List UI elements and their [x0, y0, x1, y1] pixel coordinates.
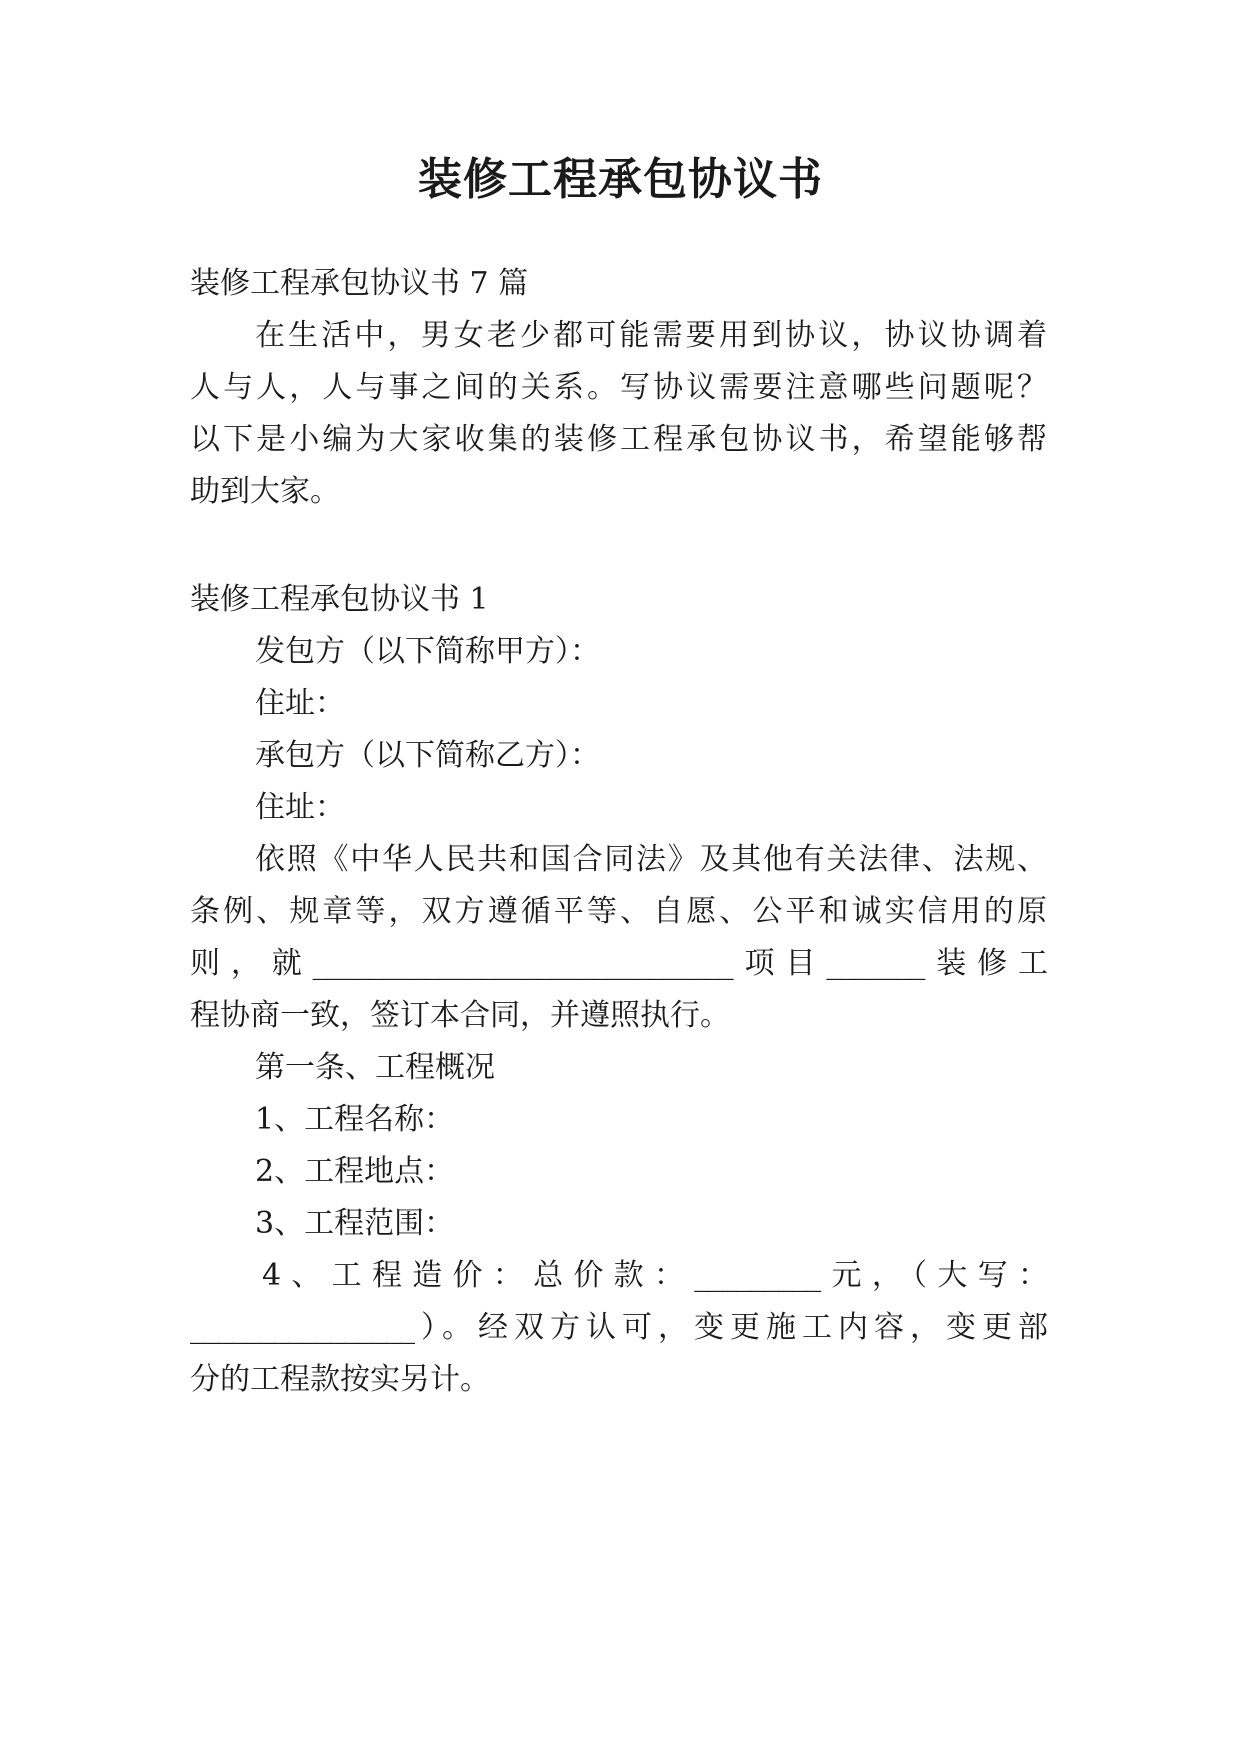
party-a-address-field: 住址：: [255, 686, 345, 721]
party-b-address-field: 住址：: [255, 790, 345, 825]
party-a-field: 发包方（以下简称甲方）：: [255, 634, 600, 669]
project-cost-line-2: ________________）。经双方认可，变更施工内容，变更部: [190, 1310, 1047, 1345]
intro-paragraph-line-1: 在生活中，男女老少都可能需要用到协议，协议协调着: [255, 318, 1047, 353]
basis-paragraph-line-3: 则，就______________________________项目_______装修工: [190, 946, 1047, 981]
party-b-field: 承包方（以下简称乙方）：: [255, 738, 600, 773]
project-cost-line-1: 4、工程造价：总价款：_________元，（大写：: [262, 1258, 1047, 1293]
article-1-heading: 第一条、工程概况: [255, 1050, 495, 1085]
project-name-item: 1、工程名称：: [255, 1102, 455, 1137]
basis-paragraph-line-2: 条例、规章等，双方遵循平等、自愿、公平和诚实信用的原: [190, 894, 1047, 929]
basis-paragraph-line-4: 程协商一致，签订本合同，并遵照执行。: [190, 998, 730, 1033]
section1-heading: 装修工程承包协议书 1: [190, 582, 489, 617]
project-cost-line-3: 分的工程款按实另计。: [190, 1362, 490, 1397]
basis-paragraph-line-1: 依照《中华人民共和国合同法》及其他有关法律、法规、: [255, 842, 1047, 877]
intro-heading: 装修工程承包协议书 7 篇: [190, 266, 529, 301]
project-location-item: 2、工程地点：: [255, 1154, 455, 1189]
intro-paragraph-line-2: 人与人，人与事之间的关系。写协议需要注意哪些问题呢？: [190, 370, 1047, 405]
intro-paragraph-line-3: 以下是小编为大家收集的装修工程承包协议书，希望能够帮: [190, 422, 1047, 457]
intro-paragraph-line-4: 助到大家。: [190, 474, 340, 509]
project-scope-item: 3、工程范围：: [255, 1206, 455, 1241]
document-title: 装修工程承包协议书: [418, 154, 823, 205]
